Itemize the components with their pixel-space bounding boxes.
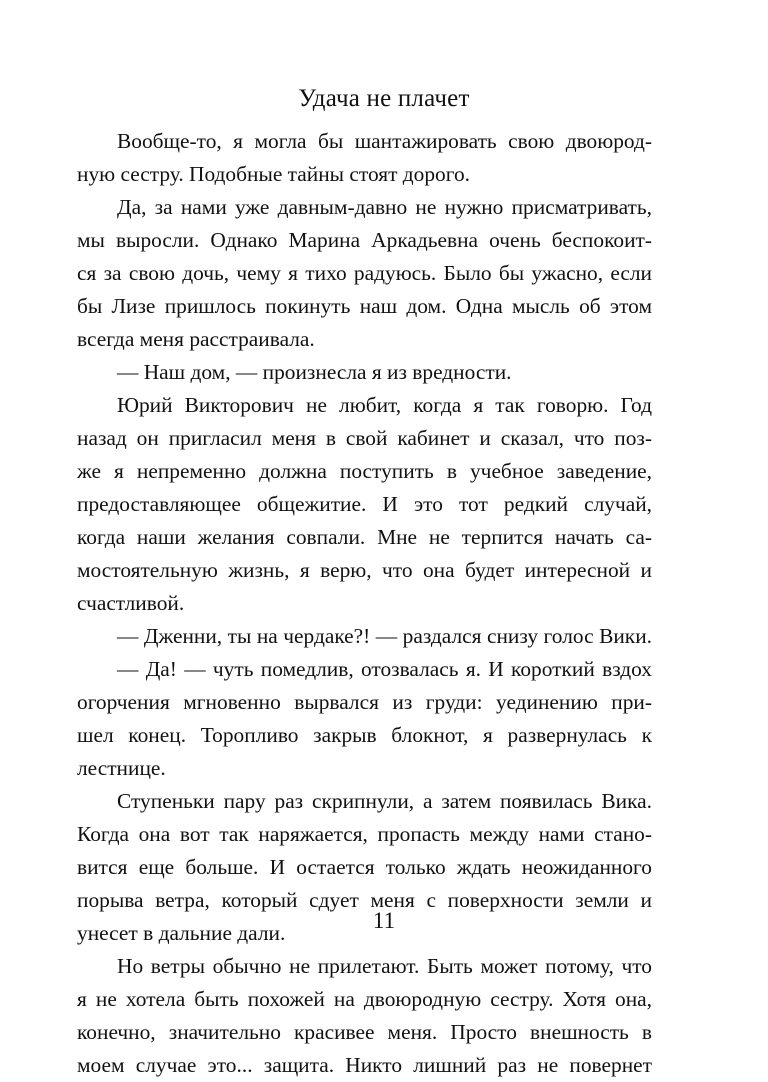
text-line: порыва ветра, который сдует меня с поверхности земли и [77,888,652,912]
text-line: ную сестру. Подобные тайны стоят дорого. [77,162,471,186]
text-line: — Да! — чуть помедлив, отозвалась я. И короткий вздох [117,657,652,681]
text-line: — Дженни, ты на чердаке?! — раздался снизу голос Вики. [117,624,652,648]
text-line: предоставляющее общежитие. И это тот редкий случай, [77,492,652,516]
text-line: Ступеньки пару раз скрипнули, а затем появилась Вика. [117,789,652,813]
text-line: мы выросли. Однако Марина Аркадьевна очень беспокоит- [77,228,652,252]
text-line: всегда меня расстраивала. [77,327,315,351]
text-line: Вообще-то, я могла бы шантажировать свою двоюрод- [117,129,652,153]
text-line: лестнице. [77,756,166,780]
text-line: конечно, значительно красивее меня. Просто внешность в [77,1020,652,1044]
text-line: Когда она вот так наряжается, пропасть между нами стано- [77,822,652,846]
text-line: вится еще больше. И остается только ждать неожиданного [77,855,652,879]
body-text [77,125,652,1082]
text-line: счастливой. [77,591,185,615]
text-line: Но ветры обычно не прилетают. Быть может потому, что [117,954,652,978]
text-line: Юрий Викторович не любит, когда я так говорю. Год [117,393,652,417]
text-line: шел конец. Торопливо закрыв блокнот, я развернулась к [77,723,652,747]
text-line: огорчения мгновенно вырвался из груди: уединению при- [77,690,652,714]
text-line: унесет в дальние дали. [77,921,286,945]
running-title: Удача не плачет [298,85,470,112]
text-line: я не хотела быть похожей на двоюродную сестру. Хотя она, [77,987,652,1011]
text-line: ся за свою дочь, чему я тихо радуюсь. Было бы ужасно, если [77,261,652,285]
text-line: же я непременно должна поступить в учебное заведение, [77,459,652,483]
text-line: — Наш дом, — произнесла я из вредности. [117,360,512,384]
text-line: Да, за нами уже давным-давно не нужно присматривать, [117,195,652,219]
text-line: когда наши желания совпали. Мне не терпится начать са- [77,525,652,549]
page-number: 11 [372,908,396,933]
text-line: назад он пригласил меня в свой кабинет и сказал, что поз- [77,426,652,450]
text-line: бы Лизе пришлось покинуть наш дом. Одна мысль об этом [77,294,652,318]
text-line: моем случае это... защита. Никто лишний раз не повернет [77,1053,652,1077]
text-line: мостоятельную жизнь, я верю, что она будет интересной и [77,558,652,582]
